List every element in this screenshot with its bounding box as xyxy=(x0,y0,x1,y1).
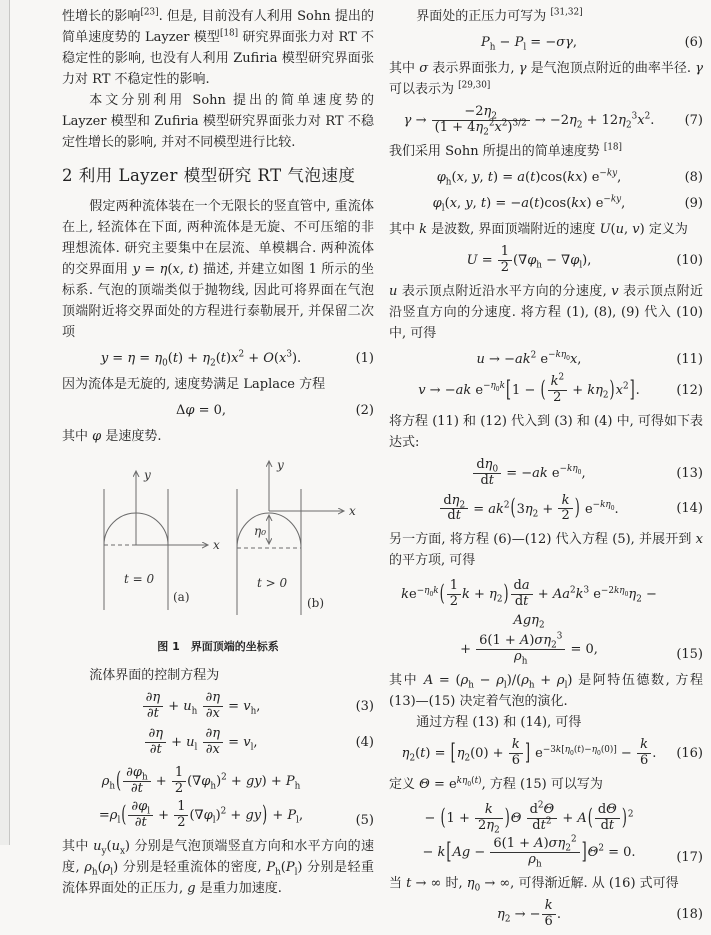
equation-1-number: (1) xyxy=(355,351,374,366)
equation-12-number: (12) xyxy=(676,382,703,398)
equation-10-body: U = $\frac{1}{2}$ $(\nabla\varphi_h - \nabla\varphi_l)$, xyxy=(466,243,592,275)
equation-6 xyxy=(389,32,703,53)
equation-15-body xyxy=(389,576,669,665)
equation-16-body: $\eta_2(t) = [\eta_2(0)$ + $\frac{k}{6}$ ] $e^{-3k[\eta_0(t)-\eta_0(0)]}$ − $\frac{k}{6}$ . xyxy=(401,737,657,769)
equation-3 xyxy=(62,691,374,722)
equation-9-body: $\varphi_l(x$, y, t) = −a(t)cos(kx) $e^{-ky}$, xyxy=(432,194,626,214)
equation-2-body: Δφ = 0, xyxy=(175,403,227,418)
equation-16-number: (16) xyxy=(676,746,703,762)
equation-4-number: (4) xyxy=(355,734,374,750)
figure-panel-a xyxy=(104,468,220,610)
equation-5 xyxy=(62,763,374,831)
figure-1-diagram xyxy=(62,455,374,627)
equation-1-body: $y = \eta = \eta_0(t) + \eta_2(t)x^2 + O(x^3)$. xyxy=(100,349,302,369)
panel-a-tag: (a) xyxy=(173,590,190,604)
paragraph-laplace: 因为流体是无旋的, 速度势满足 Laplace 方程 xyxy=(62,377,326,392)
equation-6-number: (6) xyxy=(684,35,703,50)
panel-b-tag: (b) xyxy=(307,596,325,610)
equation-17-body xyxy=(389,800,669,868)
panel-b-x-axis-label: x xyxy=(349,504,356,518)
panel-a-time-label: t = 0 xyxy=(124,572,155,586)
paragraph-through-13-14: 通过方程 (13) 和 (14), 可得 xyxy=(416,715,582,731)
equation-15-number: (15) xyxy=(676,647,703,663)
equation-9-number: (9) xyxy=(684,195,703,211)
equation-17-number: (17) xyxy=(676,849,703,865)
equation-5-number: (5) xyxy=(355,812,374,828)
paragraph-symbols: 其中 $u_y(u_x)$ 分别是气泡顶端竖直方向和水平方向的速度, $\rho_h(\rho_l)$ 分别是轻重流体的密度, $P_h(P_l)$ 分别是轻重流体界面处的正压力, g 是重力加速度. xyxy=(62,838,374,896)
figure-1-caption: 图 1 界面顶端的坐标系 xyxy=(157,640,279,653)
equation-5-line1: $\rho_h$( $\frac{\partial\varphi_h}{\partial t}$ + $\frac{1}{2}$ $(\nabla\varphi_h)^2 + gy) + P_h$ xyxy=(101,764,301,796)
equation-10 xyxy=(389,245,703,276)
equation-14-number: (14) xyxy=(676,501,703,517)
equation-4 xyxy=(62,727,374,758)
section-heading: 2 利用 Layzer 模型研究 RT 气泡速度 xyxy=(62,166,356,185)
equation-6-body: $P_h - P_l = -\sigma\gamma$, xyxy=(480,35,578,53)
equation-9 xyxy=(389,193,703,214)
paragraph-intro-summary: 本文分别利用 Sohn 提出的简单速度势的 Layzer 模型和 Zufiria 模型研究界面张力对 RT 不稳定性增长的影响, 并对不同模型进行比较. xyxy=(62,93,374,150)
equation-13-body: $\frac{d\eta_0}{dt}$ = −ak $e^{-k\eta_0}$, xyxy=(389,458,669,489)
equation-3-body: $\frac{\partial\eta}{\partial t}$ + $u_h$ $\frac{\partial\eta}{\partial x}$ = $v_h$, xyxy=(62,691,340,722)
equation-11-body: $u \to -ak^2$ $e^{-k\eta_0}x$, xyxy=(476,350,582,367)
equation-10-number: (10) xyxy=(676,252,703,268)
paragraph-uv: u 表示顶点附近沿水平方向的分速度, v 表示顶点附近沿竖直方向的分速度. 将方程 (1), (8), (9) 代入 (10) 中, 可得 xyxy=(389,283,703,341)
equation-11 xyxy=(389,349,703,370)
equation-17 xyxy=(389,800,703,868)
equation-8-body: $\varphi_h(x$, y, t) = a(t)cos(kx) $e^{-ky}$, xyxy=(436,168,622,188)
equation-14-body: $\frac{d\eta_2}{dt}$ = $ak^2(3\eta_2$ + $\frac{k}{2}$ ) $e^{-k\eta_0}$. xyxy=(389,494,669,525)
paragraph-define-theta: 定义 $\Theta = e^{k\eta_0(t)}$, 方程 (15) 可以写为 xyxy=(389,775,603,792)
equation-13-number: (13) xyxy=(676,465,703,481)
equation-2-number: (2) xyxy=(355,403,374,418)
equation-16 xyxy=(389,738,703,769)
paragraph-substitute: 将方程 (11) 和 (12) 代入到 (3) 和 (4) 中, 可得如下表达式: xyxy=(389,413,703,450)
figure-1 xyxy=(62,455,374,657)
figure-panel-b xyxy=(237,458,356,615)
paragraph-sigma-gamma: 其中 σ 表示界面张力, γ 是气泡顶点附近的曲率半径. γ 可以表示为 [29,30] xyxy=(389,61,703,97)
equation-2 xyxy=(62,400,374,421)
equation-3-number: (3) xyxy=(355,698,374,714)
panel-a-y-axis-label: y xyxy=(144,468,151,482)
equation-1 xyxy=(62,348,374,369)
equation-8-number: (8) xyxy=(684,169,703,185)
paragraph-governing: 流体界面的控制方程为 xyxy=(89,668,220,683)
panel-b-time-label: t > 0 xyxy=(257,576,288,590)
paragraph-asymptotic: 当 t → ∞ 时, $\eta_0$ → ∞, 可得渐近解. 从 (16) 式可得 xyxy=(389,875,679,894)
paragraph-expand: 另一方面, 将方程 (6)—(12) 代入方程 (5), 并展开到 x 的平方项, 可得 xyxy=(389,532,703,569)
equation-15-line1: $ke^{-\eta_0k}$( $\frac{1}{2}$ $k + \eta_2$) $\frac{da}{dt}$ + $Aa^2k^3$ $e^{-2k\eta_0}\eta_2 - Ag\eta_2$ xyxy=(401,578,657,631)
panel-b-y-axis-label: y xyxy=(277,458,284,472)
equation-8 xyxy=(389,167,703,188)
panel-a-x-axis-label: x xyxy=(213,538,220,552)
equation-17-line2: − k[Ag − $\frac{6(1 + A)\sigma\eta_2^2}{\rho_h}$ ]$\Theta^2 = 0$. xyxy=(422,834,636,870)
right-column xyxy=(389,6,703,935)
equation-7-number: (7) xyxy=(684,112,703,128)
equation-18-number: (18) xyxy=(676,906,703,922)
equation-5-line2: $=\rho_l$( $\frac{\partial\varphi_l}{\partial t}$ + $\frac{1}{2}$ $(\nabla\varphi_l)^2 + gy) + P_l$, xyxy=(98,798,304,830)
page-left-edge xyxy=(0,0,10,845)
paragraph-atwood: 其中 $A = (\rho_h - \rho_l)/(\rho_h + \rho_l)$ 是阿特伍德数, 方程 (13)—(15) 决定着气泡的演化. xyxy=(389,673,703,710)
equation-18-body: $\eta_2$ → − $\frac{k}{6}$ . xyxy=(497,897,561,929)
equation-15 xyxy=(389,576,703,665)
panel-b-eta-label: η₀ xyxy=(254,524,266,538)
paragraph-intro-continuation: 性增长的影响[23]. 但是, 目前没有人利用 Sohn 提出的简单速度势的 Layzer 模型[18] 研究界面张力对 RT 不稳定性的影响, 也没有人利用 Zufiria 模型研究界面张力对 RT 不稳定性的影响. xyxy=(62,7,374,87)
equation-7 xyxy=(389,105,703,136)
equation-5-body xyxy=(62,763,340,831)
equation-12-body: v → −ak $e^{-\eta_0k}[1$ − ( $\frac{k^2}{2}$ + $k\eta_2)x^2$]. xyxy=(418,372,640,405)
equation-7-body: γ → $\frac{-2\eta_2}{(1 + 4\eta_2^2x^2)^{3/2}}$ → $-2\eta_2 + 12\eta_2^3x^2$. xyxy=(403,104,655,138)
equation-15-line2: + $\frac{6(1 + A)\sigma\eta_2^3}{\rho_h}$ = 0, xyxy=(460,631,598,667)
paragraph-pressure: 界面处的正压力可写为 [31,32] xyxy=(416,7,583,24)
equation-11-number: (11) xyxy=(676,351,703,367)
paragraph-wavenumber: 其中 k 是波数, 界面顶端附近的速度 U(u, v) 定义为 xyxy=(389,221,688,237)
paragraph-phi-note: 其中 φ 是速度势. xyxy=(62,429,162,444)
equation-4-body: $\frac{\partial\eta}{\partial t}$ + $u_l$ $\frac{\partial\eta}{\partial x}$ = $v_l$, xyxy=(62,727,340,758)
equation-17-line1: − (1 + $\frac{k}{2\eta_2}$ )Θ $\frac{d^2\Theta}{dt^2}$ + A( $\frac{d\Theta}{dt}$ )$^2$ xyxy=(424,800,634,836)
left-column xyxy=(62,6,374,899)
paragraph-setup: 假定两种流体装在一个无限长的竖直管中, 重流体在上, 轻流体在下面, 两种流体是无旋、不可压缩的非理想流体. 研究主要集中在层流、单模耦合. 两种流体的交界面用 y = η(x, t) 描述, 并建立如图 1 所示的坐标系. 气泡的顶端类似于抛物线, 因此可将界面在气泡顶端附近将交界面处的方程进行泰勒展开, 并保留二次项 xyxy=(62,199,374,340)
equation-14 xyxy=(389,494,703,525)
equation-13 xyxy=(389,458,703,489)
equation-12 xyxy=(389,372,703,406)
paragraph-sohn-potential: 我们采用 Sohn 所提出的简单速度势 [18] xyxy=(389,142,622,159)
equation-18 xyxy=(389,899,703,930)
